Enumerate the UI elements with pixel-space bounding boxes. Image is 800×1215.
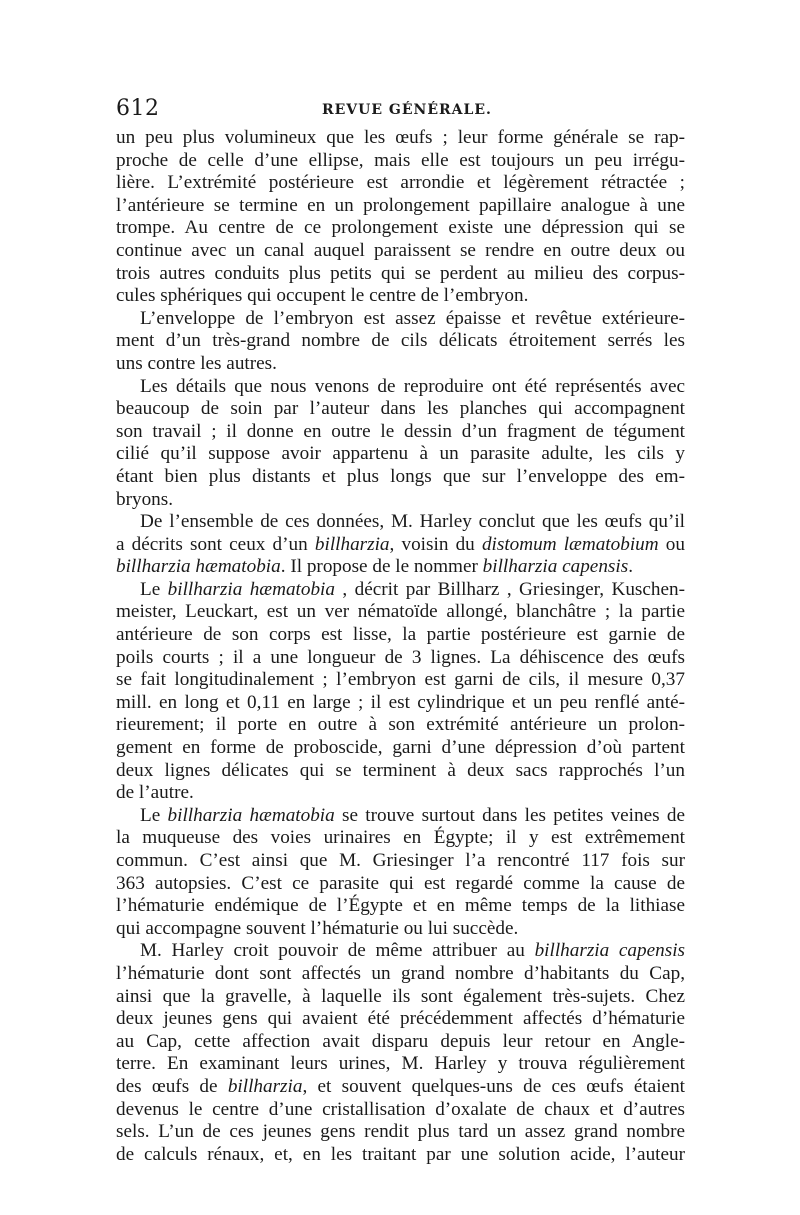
text-segment: ainsi que la gravelle, à laquelle ils sont également très-sujets. Chez [116, 985, 685, 1007]
text-line [116, 918, 685, 941]
text-line [116, 940, 685, 963]
text-line [116, 172, 685, 195]
text-line [116, 217, 685, 240]
text-segment: de l’autre. [116, 782, 194, 804]
text-segment: poils courts ; il a une longueur de 3 lignes. La déhiscence des œufs [116, 646, 685, 668]
text-segment: deux lignes délicates qui se terminent à deux sacs rapprochés l’un [116, 759, 685, 781]
text-line [116, 534, 685, 557]
text-line [116, 466, 685, 489]
text-segment: la muqueuse des voies urinaires en Égypte; il y est extrêmement [116, 827, 685, 849]
text-line [116, 240, 685, 263]
text-segment: se fait longitudinalement ; l’embryon est garni de cils, il mesure 0,37 [116, 669, 685, 691]
text-segment: ou [658, 533, 685, 555]
page-header [116, 96, 684, 124]
italic-term: billharzia hæmatobia [167, 578, 335, 600]
text-line [116, 827, 685, 850]
text-line [116, 1076, 685, 1099]
text-line [116, 601, 685, 624]
text-segment: trompe. Au centre de ce prolongement existe une dépression qui se [116, 217, 685, 239]
text-segment: trois autres conduits plus petits qui se perdent au milieu des corpus- [116, 262, 685, 284]
running-title: REVUE GÉNÉRALE. [322, 102, 492, 118]
text-segment: L’enveloppe de l’embryon est assez épaisse et revêtue extérieure- [140, 307, 685, 329]
text-line [116, 624, 685, 647]
text-segment: gement en forme de proboscide, garni d’une dépression d’où partent [116, 737, 685, 759]
text-line [116, 805, 685, 828]
text-line [116, 579, 685, 602]
text-line [116, 330, 685, 353]
paragraph [116, 805, 685, 941]
text-segment: meister, Leuckart, est un ver nématoïde allongé, blanchâtre ; la partie [116, 601, 685, 623]
text-segment: l’hématurie dont sont affectés un grand nombre d’habitants du Cap, [116, 962, 685, 984]
text-line [116, 647, 685, 670]
italic-term: billharzia capensis [482, 556, 629, 578]
text-line [116, 511, 685, 534]
text-segment: devenus le centre d’une cristallisation d’oxalate de chaux et d’autres [116, 1098, 685, 1120]
text-segment: , décrit par Billharz , Griesinger, Kuschen- [335, 578, 685, 600]
text-segment: , voisin du [389, 533, 482, 555]
text-segment: proche de celle d’une ellipse, mais elle est toujours un peu irrégu- [116, 149, 685, 171]
text-line [116, 895, 685, 918]
text-line [116, 398, 685, 421]
text-segment: de calculs rénaux, et, en les traitant par une solution acide, l’auteur [116, 1143, 685, 1165]
text-line [116, 443, 685, 466]
text-segment: rieurement; il porte en outre à son extrémité antérieure un prolon- [116, 714, 685, 736]
text-segment: M. Harley croit pouvoir de même attribuer au [140, 940, 535, 962]
text-segment: sels. L’un de ces jeunes gens rendit plus tard un assez grand nombre [116, 1121, 685, 1143]
text-segment: lière. L’extrémité postérieure est arrondie et légèrement rétractée ; [116, 172, 685, 194]
text-segment: son travail ; il donne en outre le dessin d’un fragment de tégument [116, 420, 685, 442]
text-line [116, 1031, 685, 1054]
text-segment: au Cap, cette affection avait disparu depuis leur retour en Angle- [116, 1030, 685, 1052]
text-segment: bryons. [116, 488, 174, 510]
text-line [116, 285, 685, 308]
text-line [116, 421, 685, 444]
text-segment: étant bien plus distants et plus longs que sur l’enveloppe des em- [116, 465, 685, 487]
italic-term: billharzia [314, 533, 390, 555]
text-segment: l’hématurie endémique de l’Égypte et en même temps de la lithiase [116, 895, 685, 917]
body-text [116, 127, 685, 1166]
italic-term: billharzia [227, 1075, 303, 1097]
paragraph [116, 579, 685, 805]
text-segment: Les détails que nous venons de reproduire ont été représentés avec [140, 375, 685, 397]
text-segment: Le [140, 804, 168, 826]
text-line [116, 556, 685, 579]
italic-term: distomum læmatobium [481, 533, 659, 555]
text-line [116, 150, 685, 173]
page-number: 612 [116, 96, 160, 121]
text-segment: . [628, 556, 633, 578]
text-line [116, 1053, 685, 1076]
text-line [116, 714, 685, 737]
text-line [116, 737, 685, 760]
text-line [116, 873, 685, 896]
text-segment: continue avec un canal auquel paraissent se rendre en outre deux ou [116, 239, 685, 261]
text-segment: beaucoup de soin par l’auteur dans les planches qui accompagnent [116, 398, 685, 420]
text-line [116, 195, 685, 218]
text-segment: terre. En examinant leurs urines, M. Harley y trouva régulièrement [116, 1053, 685, 1075]
paragraph [116, 940, 685, 1166]
text-line [116, 1099, 685, 1122]
text-segment: antérieure de son corps est lisse, la partie postérieure est garnie de [116, 624, 685, 646]
text-segment: commun. C’est ainsi que M. Griesinger l’a rencontré 117 fois sur [116, 850, 685, 871]
text-line [116, 669, 685, 692]
text-line [116, 760, 685, 783]
text-line [116, 850, 685, 873]
text-line [116, 263, 685, 286]
text-segment: cilié qu’il suppose avoir appartenu à un parasite adulte, les cils y [116, 443, 685, 465]
text-line [116, 1121, 685, 1144]
text-segment: deux jeunes gens qui avaient été précédemment affectés d’hématurie [116, 1008, 685, 1030]
text-line [116, 376, 685, 399]
text-segment: qui accompagne souvent l’hématurie ou lui succède. [116, 917, 519, 939]
text-segment: De l’ensemble de ces données, M. Harley conclut que les œufs qu’il [140, 511, 685, 533]
text-segment: 363 autopsies. C’est ce parasite qui est regardé comme la cause de [116, 872, 685, 894]
text-segment: , et souvent quelques-uns de ces œufs étaient [302, 1075, 685, 1097]
text-segment: uns contre les autres. [116, 352, 277, 374]
text-segment: mill. en long et 0,11 en large ; il est cylindrique et un peu renflé anté- [116, 691, 685, 713]
text-segment: ment d’un très-grand nombre de cils délicats étroitement serrés les [116, 330, 685, 352]
text-segment: cules sphériques qui occupent le centre de l’embryon. [116, 285, 529, 307]
paragraph [116, 511, 685, 579]
text-line [116, 692, 685, 715]
paragraph [116, 127, 685, 308]
text-segment: Le [140, 578, 168, 600]
paragraph [116, 308, 685, 376]
text-line [116, 127, 685, 150]
text-line [116, 963, 685, 986]
text-line [116, 1144, 685, 1167]
text-segment: se trouve surtout dans les petites veines de [334, 804, 685, 826]
text-line [116, 489, 685, 512]
text-segment: des œufs de [116, 1075, 228, 1097]
text-line [116, 986, 685, 1009]
text-line [116, 1008, 685, 1031]
text-segment: a décrits sont ceux d’un [116, 533, 315, 555]
text-line [116, 782, 685, 805]
text-segment: l’antérieure se termine en un prolongement papillaire analogue à une [116, 194, 685, 216]
italic-term: billharzia hæmatobia [167, 804, 335, 826]
paragraph [116, 376, 685, 512]
text-line [116, 308, 685, 331]
text-segment: . Il propose de le nommer [280, 556, 483, 578]
text-line [116, 353, 685, 376]
italic-term: billharzia hæmatobia [116, 556, 281, 578]
italic-term: billharzia capensis [534, 940, 685, 962]
text-segment: un peu plus volumineux que les œufs ; leur forme générale se rap- [116, 127, 685, 148]
